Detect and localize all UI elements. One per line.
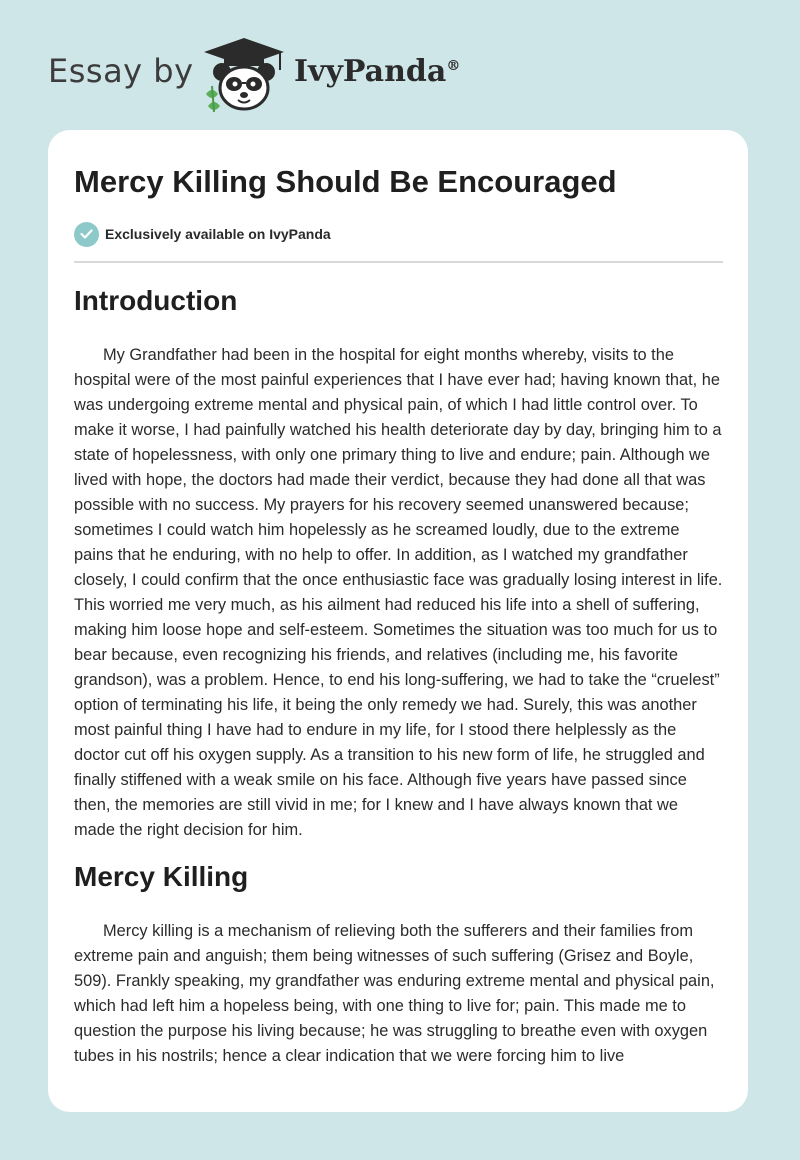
brand-name[interactable] — [294, 54, 460, 89]
registered-mark: ® — [446, 58, 461, 74]
section-heading-mercy-killing: Mercy Killing — [74, 861, 249, 892]
paragraph-mercy-killing: Mercy killing is a mechanism of relieving both the sufferers and their families from extreme pain and anguish; them being witnesses of such suffering (Grisez and Boyle, 509). Frankly speaking, my grandfather was enduring extreme mental and physical pain, which had left him a hopeless being, with one thing to live for; pain. This made me to question the purpose his living because; he was struggling to breathe even with oxygen tubes in his nostrils; hence a clear indication that we were forcing him to live — [74, 922, 715, 1065]
exclusive-badge-label: Exclusively available on IvyPanda — [105, 226, 331, 242]
panda-graduate-logo-icon[interactable] — [200, 36, 288, 112]
title-divider — [74, 261, 723, 263]
paragraph-introduction: My Grandfather had been in the hospital for eight months whereby, visits to the hospital were of the most painful experiences that I have ever had; having known that, he was undergoing extreme mental and physical pain, of which I had little control over. To make it worse, I had painfully watched his health deteriorate day by day, bringing him to a state of hopelessness, with only one primary thing to live and endure; pain. Although we lived with hope, the doctors had made their verdict, because they had done all that was possible with no success. My prayers for his recovery seemed unanswered because; sometimes I could watch him hopelessly as he screamed loudly, due to the extreme pains that he enduring, with no help to offer. In addition, as I watched my grandfather closely, I could confirm that the once enthusiastic face was gradually losing interest in life. This worried me very much, as his ailment had reduced his life into a shell of suffering, making him loose hope and self-esteem. Sometimes the situation was too much for us to bear because, even recognizing his friends, and relatives (including me, his favorite grandson), was a problem. Hence, to end his long-suffering, we had to take the “cruelest” option of terminating his life, it being the only remedy we had. Surely, this was another most painful thing I have had to endure in my life, for I stood there helplessly as the doctor cut off his oxygen supply. As a transition to his new form of life, he struggled and finally stiffened with a weak smile on his face. Although five years have passed since then, the memories are still vivid in me; for I knew and I have always known that we made the right decision for him. — [74, 346, 723, 839]
site-header — [48, 34, 748, 114]
page-title: Mercy Killing Should Be Encouraged — [74, 164, 617, 199]
brand-label: IvyPanda — [294, 54, 447, 89]
essay-card — [48, 130, 748, 1112]
essay-by-label: Essay by — [48, 52, 194, 90]
section-heading-introduction: Introduction — [74, 285, 238, 316]
exclusive-badge — [74, 221, 331, 247]
check-icon — [74, 222, 99, 247]
